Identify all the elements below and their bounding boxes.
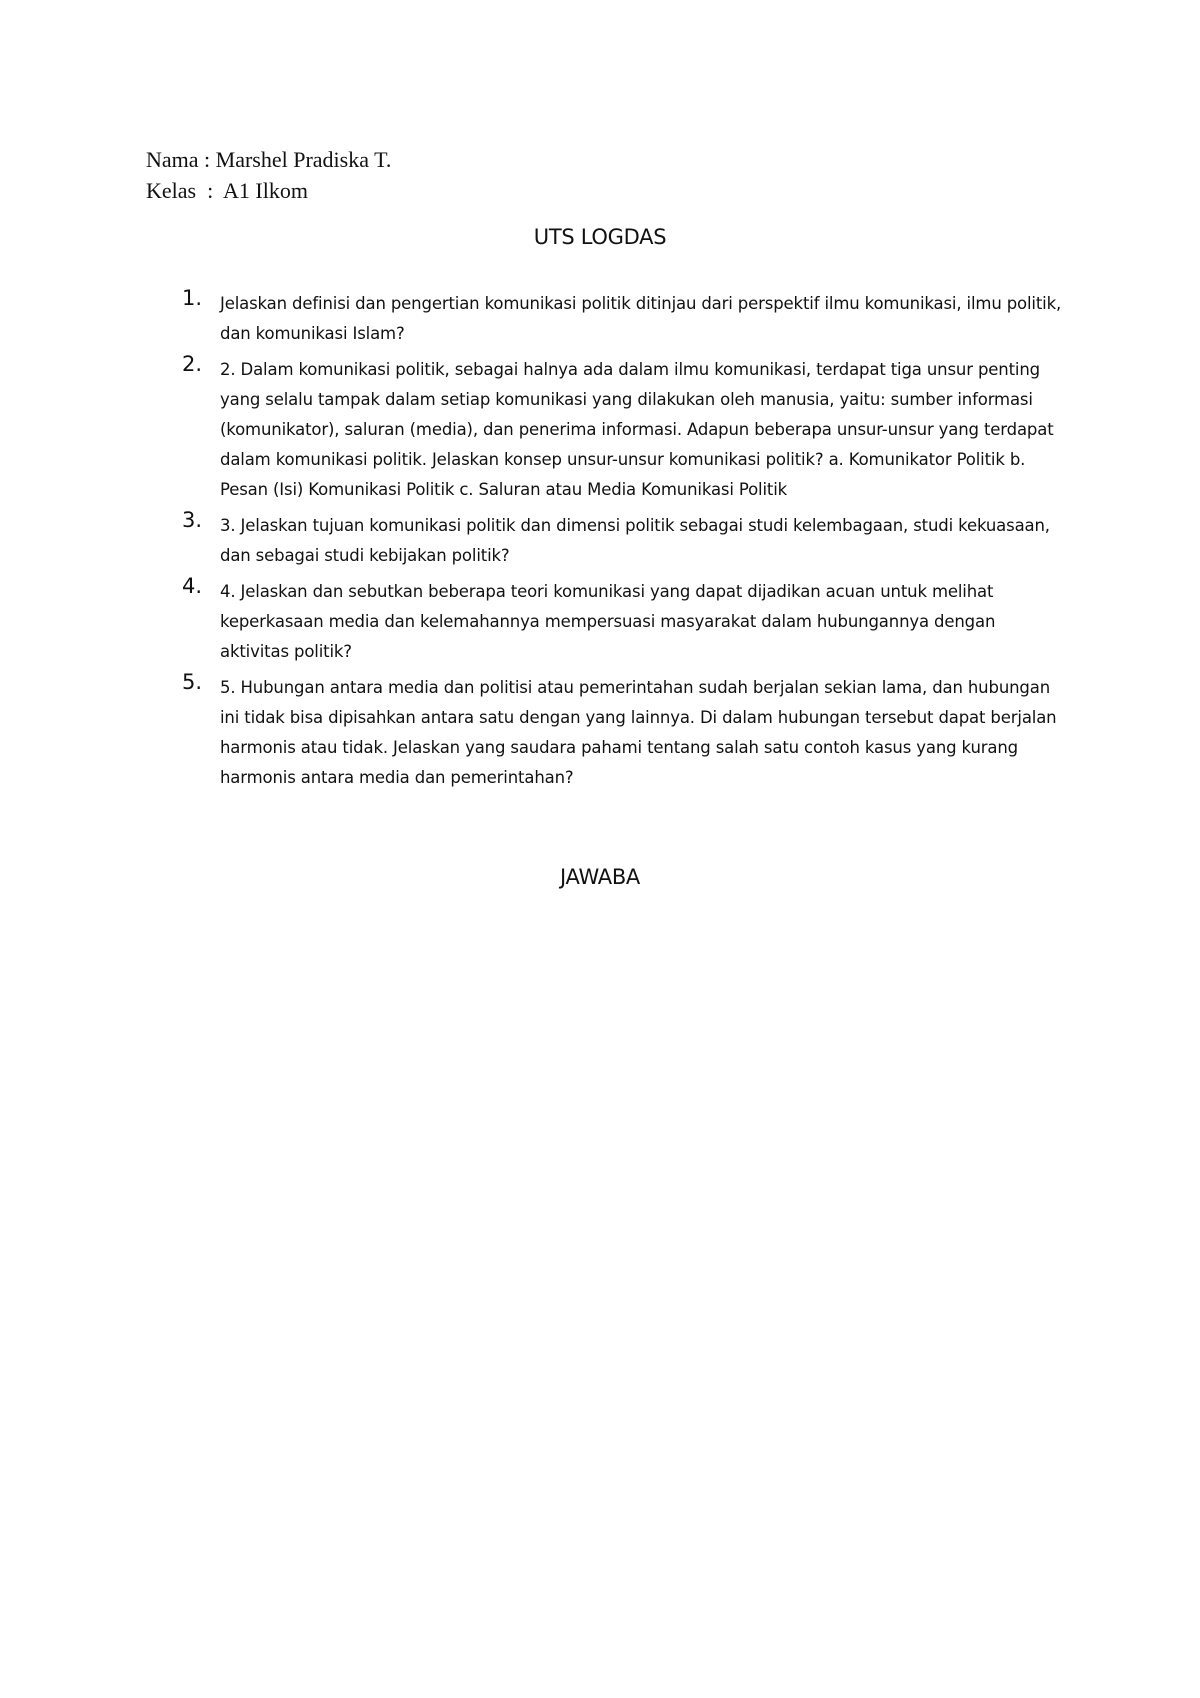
question-text: 5. Hubungan antara media dan politisi atau pemerintahan sudah berjalan sekian lama, dan hubungan ini tidak bisa dipisahkan antara satu dengan yang lainnya. Di dalam hubungan tersebut dapat berjalan harmonis atau tidak. Jelaskan yang saudara pahami tentang salah satu contoh kasus yang kurang harmonis antara media dan pemerintahan? [220, 678, 1057, 787]
question-item [182, 508, 1062, 571]
question-text: 2. Dalam komunikasi politik, sebagai halnya ada dalam ilmu komunikasi, terdapat tiga unsur penting yang selalu tampak dalam setiap komunikasi yang dilakukan oleh manusia, yaitu: sumber informasi (komunikator), saluran (media), dan penerima informasi. Adapun beberapa unsur-unsur yang terdapat dalam komunikasi politik. Jelaskan konsep unsur-unsur komunikasi politik? a. Komunikator Politik b. Pesan (Isi) Komunikasi Politik c. Saluran atau Media Komunikasi Politik [220, 360, 1054, 499]
exam-title: UTS LOGDAS [533, 225, 667, 249]
question-text: 4. Jelaskan dan sebutkan beberapa teori komunikasi yang dapat dijadikan acuan untuk melihat keperkasaan media dan kelemahannya mempersuasi masyarakat dalam hubungannya dengan aktivitas politik? [220, 582, 996, 661]
question-list [182, 286, 1062, 799]
student-class: Kelas : A1 Ilkom [146, 178, 308, 203]
question-text: 3. Jelaskan tujuan komunikasi politik dan dimensi politik sebagai studi kelembagaan, studi kekuasaan, dan sebagai studi kebijakan politik? [220, 516, 1050, 565]
question-number: 1. [182, 286, 203, 310]
question-number: 5. [182, 670, 203, 694]
question-number: 2. [182, 352, 203, 376]
student-info [146, 144, 391, 206]
question-item [182, 352, 1062, 505]
question-text: Jelaskan definisi dan pengertian komunikasi politik ditinjau dari perspektif ilmu komunikasi, ilmu politik, dan komunikasi Islam? [220, 294, 1062, 343]
question-number: 4. [182, 574, 203, 598]
question-item [182, 670, 1062, 793]
question-item [182, 286, 1062, 349]
answer-heading: JAWABA [560, 865, 640, 889]
question-item [182, 574, 1062, 667]
question-number: 3. [182, 508, 203, 532]
student-name: Nama : Marshel Pradiska T. [146, 147, 392, 172]
